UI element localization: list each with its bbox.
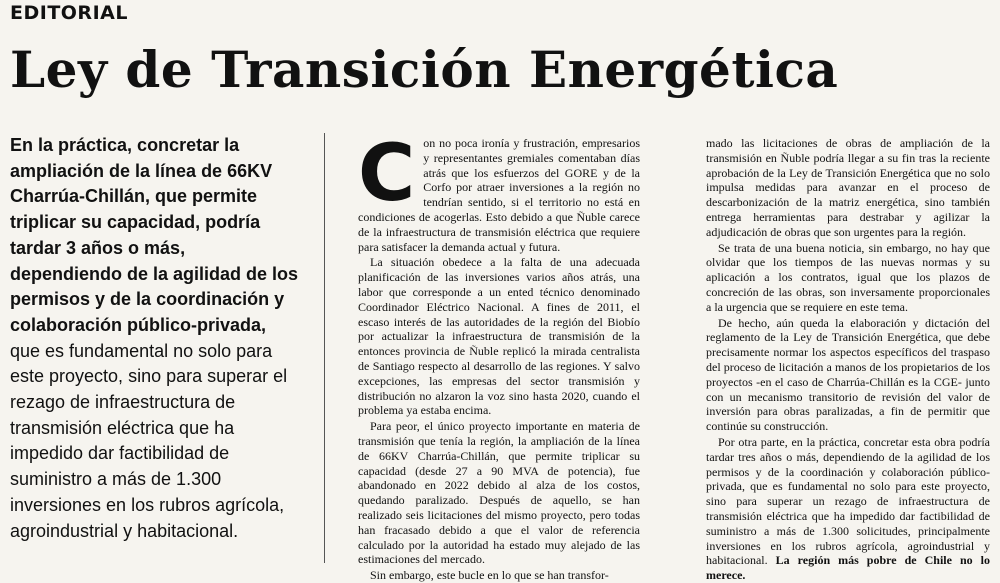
paragraph — [358, 129, 640, 254]
article-column-1 — [358, 129, 640, 583]
lede — [10, 133, 300, 544]
paragraph-text: on no poca ironía y frustración, empresarios y representantes gremiales comentaban días atrás que los esfuerzos del GORE y de la Corfo por atraer inversiones a la región no tendrían sentido, si el territorio no está en condiciones de acogerlas. Esto debido a que Ñuble carece de la infraestructura de transmisión eléctrica que requiere para satisfacer la demanda actual y futura. — [358, 136, 640, 254]
column-divider — [324, 133, 325, 563]
paragraph: mado las licitaciones de obras de ampliación de la transmisión en Ñuble podría llegar a su fin tras la reciente aprobación de la Ley de Transición Energética que no solo impulsa medidas para avanzar en el proceso de descarbonización de la matriz energética, sino también entrega herramientas para destrabar y agilizar la adjudicación de obras que son urgentes para la región. — [706, 136, 990, 239]
headline: Ley de Transición Energética — [10, 40, 839, 99]
paragraph: La situación obedece a la falta de una adecuada planificación de las inversiones varios años atrás, una labor que corresponde a un ented técnico denominado Coordinador Eléctrico Nacional. A fines de 2011, el escaso interés de las autoridades de la región del Biobío por actualizar la infraestructura de transmisión de la entonces provincia de Ñuble replicó la mirada centralista de Santiago respecto al desarrollo de las regiones. Y salvo excepciones, las empresas del sector transmisión y distribución no alzaron la voz sino hasta 2020, cuando el problema ya estaba encima. — [358, 255, 640, 418]
closing-statement: La región más pobre de Chile no lo merece. — [706, 553, 990, 583]
paragraph: De hecho, aún queda la elaboración y dictación del reglamento de la Ley de Transición Energética, que debe precisamente normar los aspectos específicos del traspaso del proceso de licitación a manos de los propietarios de los proyectos -en el caso de Charrúa-Chillán es la CGE- junto con un mecanismo transitorio de revisión del valor de inversión para obras paralizadas, a fin de permitir que continúe su construcción. — [706, 315, 990, 434]
paragraph-text: Por otra parte, en la práctica, concretar esta obra podría tardar tres años o más, dependiendo de la agilidad de los permisos y de la coordinación y colaboración público-privada, que es fundamental no solo para este proyecto, sino para superar un rezago de infraestructura de transmisión eléctrica que ha impedido dar factibilidad de suministro a más de 1.300 solicitudes, principalmente inversiones en los rubros agrícola, agroindustrial y habitacional. — [706, 434, 990, 568]
dropcap: C — [358, 129, 416, 219]
paragraph — [706, 435, 990, 583]
lede-regular: que es fundamental no solo para este proyecto, sino para superar el rezago de infraestructura de transmisión eléctrica que ha impedido dar factibilidad de suministro a más de 1.300 inversiones en los rubros agrícola, agroindustrial y habitacional. — [10, 340, 288, 541]
paragraph: Para peor, el único proyecto importante en materia de transmisión que tenía la región, la ampliación de la línea de 66KV Charrúa-Chillán, que permite triplicar su capacidad (desde 27 a 90 MVA de potencia), fue abandonado en 2022 debido al alza de los costos, quedando paralizado. Después de aquello, se han realizado seis licitaciones del mismo proyecto, pero todas han fracasado debido a que el valor de referencia calculado por la autoridad ha estado muy alejado de las estimaciones del mercado. — [358, 419, 640, 567]
article-column-2 — [706, 136, 990, 583]
paragraph: Sin embargo, este bucle en lo que se han transfor- — [370, 568, 609, 583]
paragraph: Se trata de una buena noticia, sin embargo, no hay que olvidar que los tiempos de las nuevas normas y su aplicación a los contratos, igual que los plazos de concreción de las obras, son inversamente proporcionales a la urgencia que se requiere en este tema. — [706, 240, 990, 314]
section-label: EDITORIAL — [10, 2, 128, 24]
lede-bold: En la práctica, concretar la ampliación de la línea de 66KV Charrúa-Chillán, que permite triplicar su capacidad, podría tardar 3 años o más, dependiendo de la agilidad de los permisos y de la coordinación y colaboración público-privada, — [10, 135, 299, 335]
